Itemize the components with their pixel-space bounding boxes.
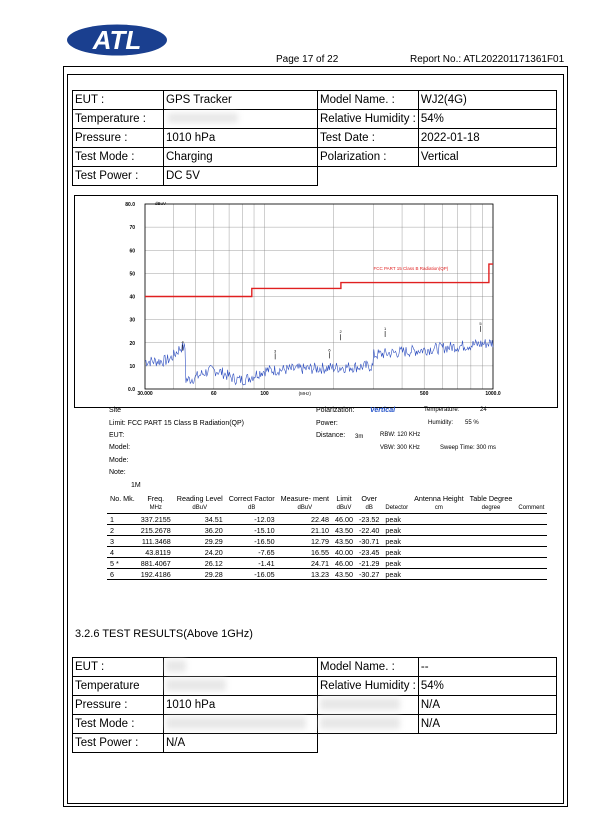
marker-label: 2 <box>339 329 342 335</box>
results-unit: dBuV <box>192 505 208 511</box>
row-pressure: Pressure : 1010 hPa Test Date : 2022-01-18 <box>73 129 557 148</box>
results-header <box>515 493 547 503</box>
meta-mode: Mode: <box>109 457 129 464</box>
atl-logo <box>66 24 168 56</box>
row-temperature: Temperature : Relative Humidity : 54% <box>73 110 557 129</box>
results-unit: dB <box>248 505 256 511</box>
results-row: 1 337.2155 34.51 -12.03 22.48 46.00 -23.52 peak <box>107 514 547 525</box>
x-axis-label: (MHz) <box>298 391 311 396</box>
meta-rbw: RBW: 120 KHz <box>380 432 421 438</box>
meta-humidity: 55 % <box>465 420 479 426</box>
row-temperature-2: Temperature Relative Humidity : 54% <box>73 677 557 696</box>
meta-distance-label: Distance: <box>316 432 346 439</box>
results-row: 5 * 881.4067 26.12 -1.41 24.71 46.00 -21.29 peak <box>107 558 547 569</box>
y-tick-label: 0.0 <box>128 387 135 393</box>
row-mode: Test Mode : Charging Polarization : Vertical <box>73 148 557 167</box>
y-tick-label: 40 <box>129 294 135 301</box>
svg-text:ATL: ATL <box>92 25 142 55</box>
results-table <box>107 493 547 580</box>
meta-site: Site <box>109 407 122 414</box>
results-unit <box>107 503 138 514</box>
meta-humidity-label: Humidity: <box>428 420 454 426</box>
results-row: 6 192.4186 29.28 -16.05 13.23 43.50 -30.27 peak <box>107 569 547 580</box>
marker-label: 3 <box>274 348 277 354</box>
section-title: 3.2.6 TEST RESULTS(Above 1GHz) <box>75 628 253 640</box>
x-tick-label: 30.000 <box>137 391 153 397</box>
meta-limit: Limit: FCC PART 15 Class B Radiation(QP) <box>109 420 244 427</box>
results-unit: dB <box>365 505 373 511</box>
x-tick-label: 60 <box>211 391 217 397</box>
row-power: Test Power : DC 5V <box>73 167 557 186</box>
results-header: Reading Level <box>176 493 223 503</box>
marker-label: 5 <box>479 320 482 326</box>
results-header: Antenna Height <box>414 493 464 503</box>
results-row: 4 43.8119 24.20 -7.65 16.55 40.00 -23.45 peak <box>107 547 547 558</box>
meta-distance: 3m <box>355 434 364 440</box>
results-unit: degree <box>481 505 501 511</box>
y-tick-label: 80.0 <box>125 202 135 208</box>
results-header: Over <box>361 493 377 503</box>
meta-note: Note: <box>109 469 126 476</box>
meta-power: Power: <box>316 420 338 427</box>
meta-sweep: Sweep Time: 300 ms <box>440 445 497 451</box>
marker-label: 4 <box>181 339 184 345</box>
y-tick-label: 60 <box>129 248 135 255</box>
row-pressure-2: Pressure : 1010 hPa N/A <box>73 696 557 715</box>
emission-chart <box>100 196 520 406</box>
marker-label: 1 <box>384 326 387 332</box>
results-header: Limit <box>336 493 352 503</box>
y-tick-label: 30 <box>129 317 135 324</box>
y-tick-label: 70 <box>129 225 135 232</box>
meta-model: Model: <box>109 444 131 451</box>
meta-vbw: VBW: 300 KHz <box>380 445 420 451</box>
results-header <box>382 493 411 503</box>
y-axis-label: dBuV <box>155 201 167 206</box>
x-tick-label: 500 <box>420 391 429 397</box>
y-tick-label: 10 <box>129 363 135 370</box>
results-unit: dBuV <box>336 505 352 511</box>
results-row: 3 111.3468 29.29 -16.50 12.79 43.50 -30.71 peak <box>107 536 547 547</box>
results-header: Table Degree <box>469 493 513 503</box>
limit-label: FCC PART 15 Class B Radiation(QP) <box>373 265 449 271</box>
report-number: Report No.: ATL202201171361F01 <box>410 54 565 65</box>
results-unit: MHz <box>149 505 162 511</box>
row-power-2: Test Power : N/A <box>73 734 557 753</box>
results-header: Measure- ment <box>280 493 329 503</box>
above-1ghz-table <box>72 657 557 753</box>
meta-note-value: 1M <box>131 482 141 489</box>
meta-polarization-label: Polarization: <box>316 407 355 414</box>
meta-polarization: Vertical <box>370 407 396 414</box>
results-header: Freq. <box>147 493 165 503</box>
marker-label: 6 <box>328 347 331 353</box>
meta-temp: 24 <box>480 407 487 413</box>
row-eut-2: EUT : Model Name. : -- <box>73 658 557 677</box>
emission-trace <box>145 339 493 385</box>
results-unit: cm <box>434 505 443 511</box>
results-header: No. Mk. <box>110 493 135 503</box>
results-row: 2 215.2678 36.20 -15.10 21.10 43.50 -22.40 peak <box>107 525 547 536</box>
results-unit: Comment <box>518 505 545 511</box>
page-number: Page 17 of 22 <box>276 54 339 65</box>
test-info-table <box>72 90 557 186</box>
y-tick-label: 20 <box>129 340 135 347</box>
x-tick-label: 100 <box>260 391 269 397</box>
row-mode-2: Test Mode : N/A <box>73 715 557 734</box>
results-header: Correct Factor <box>228 493 275 503</box>
meta-eut: EUT: <box>109 432 125 439</box>
results-unit: Detector <box>385 505 409 511</box>
row-eut: EUT : GPS Tracker Model Name. : WJ2(4G) <box>73 91 557 110</box>
y-tick-label: 50 <box>129 271 135 278</box>
meta-temp-label: Temperature: <box>424 407 460 413</box>
results-unit: dBuV <box>297 505 313 511</box>
x-tick-label: 1000.0 <box>485 391 501 397</box>
